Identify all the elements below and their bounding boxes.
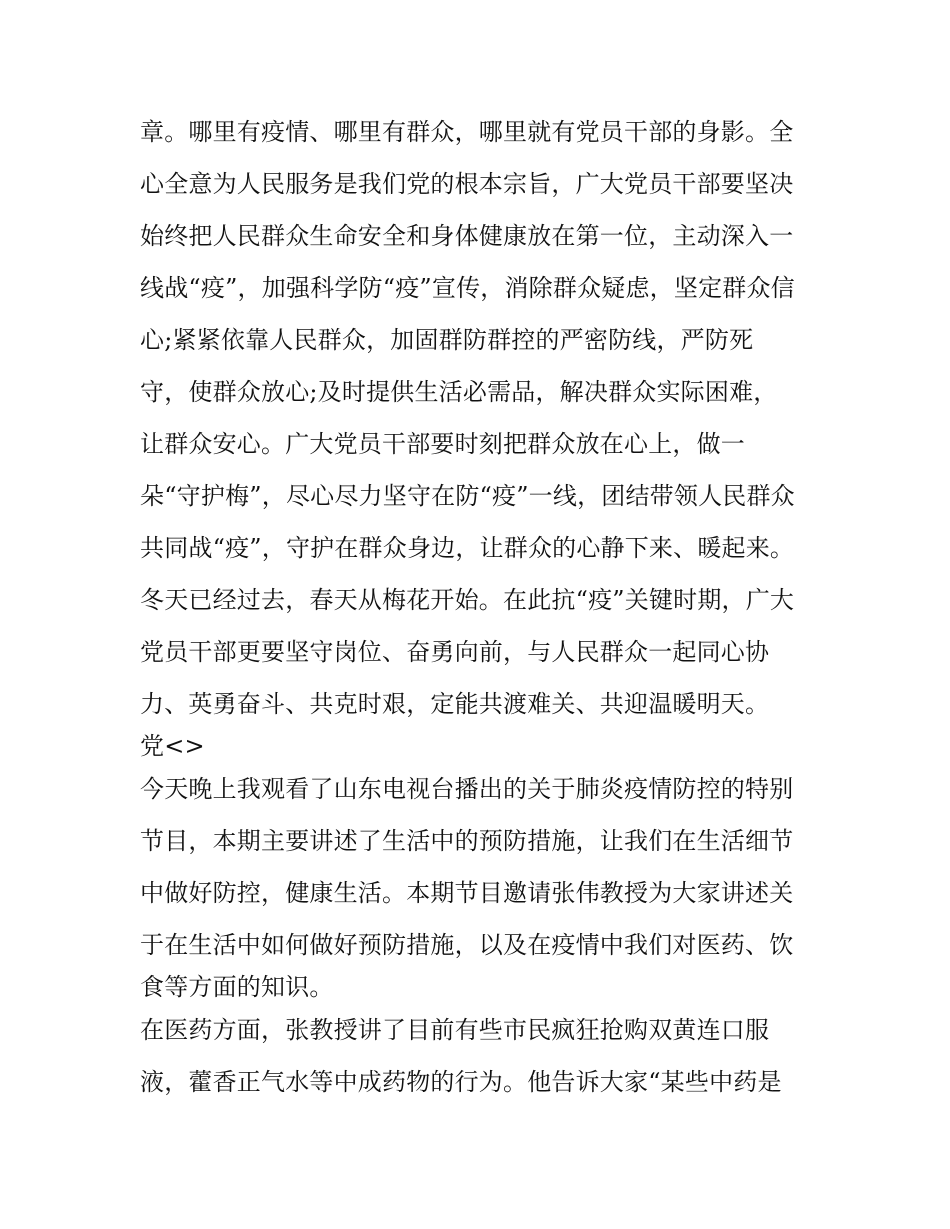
document-body (140, 106, 820, 1108)
text-line: 心全意为人民服务是我们党的根本宗旨，广大党员干部要坚决 (140, 170, 794, 198)
text-line: 中做好防控，健康生活。本期节目邀请张伟教授为大家讲述关 (140, 879, 794, 907)
text-line: 始终把人民群众生命安全和身体健康放在第一位，主动深入一 (140, 222, 794, 250)
text-line: 共同战“疫”，守护在群众身边，让群众的心静下来、暖起来。 (140, 534, 795, 562)
text-line: 朵“守护梅”，尽心尽力坚守在防“疫”一线，团结带领人民群众 (140, 482, 795, 510)
text-line: 在医药方面，张教授讲了目前有些市民疯狂抢购双黄连口服 (140, 1016, 770, 1044)
text-line: 于在生活中如何做好预防措施，以及在疫情中我们对医药、饮 (140, 931, 794, 959)
text-line: 节目，本期主要讲述了生活中的预防措施，让我们在生活细节 (140, 827, 794, 855)
text-line: 食等方面的知识。 (140, 973, 334, 1001)
text-line: 让群众安心。广大党员干部要时刻把群众放在心上，做一 (140, 430, 745, 458)
text-line: 冬天已经过去，春天从梅花开始。在此抗“疫”关键时期，广大 (140, 586, 795, 614)
section-title-line: 党<> (140, 732, 205, 760)
text-line: 心;紧紧依靠人民群众，加固群防群控的严密防线，严防死 (140, 326, 754, 354)
text-line: 守，使群众放心;及时提供生活必需品，解决群众实际困难， (140, 378, 778, 406)
text-line: 党员干部更要坚守岗位、奋勇向前，与人民群众一起同心协 (140, 638, 770, 666)
text-line: 力、英勇奋斗、共克时艰，定能共渡难关、共迎温暖明天。 (140, 690, 770, 718)
text-line: 今天晚上我观看了山东电视台播出的关于肺炎疫情防控的特别 (140, 775, 794, 803)
text-line: 液，藿香正气水等中成药物的行为。他告诉大家“某些中药是 (140, 1068, 782, 1096)
text-line: 线战“疫”，加强科学防“疫”宣传，消除群众疑虑，坚定群众信 (140, 274, 795, 302)
text-line: 章。哪里有疫情、哪里有群众，哪里就有党员干部的身影。全 (140, 118, 794, 146)
